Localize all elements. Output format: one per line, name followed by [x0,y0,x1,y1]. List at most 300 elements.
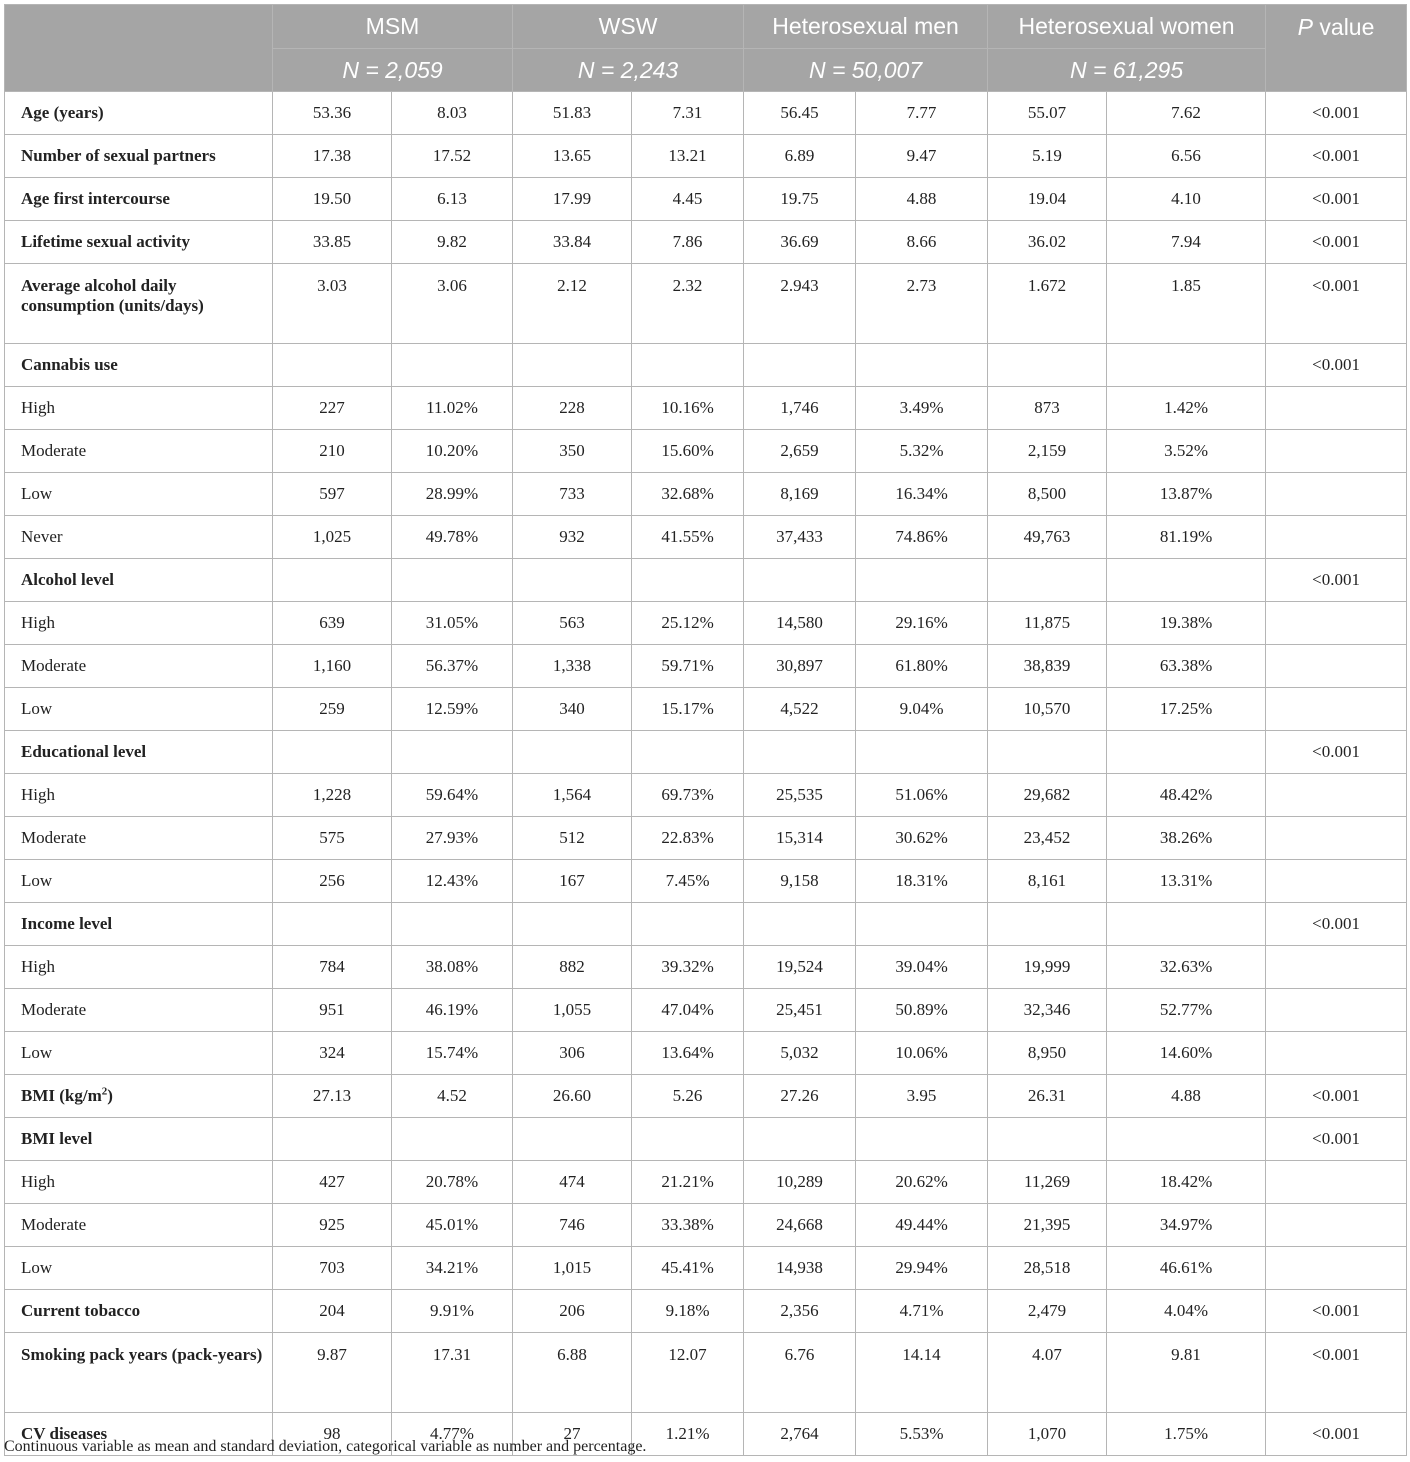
table-row [5,135,1407,178]
row-label: Low [5,1247,273,1290]
pvalue-cell [1266,516,1407,559]
table-cell: 10.20% [392,430,513,473]
table-cell: 10.16% [632,387,744,430]
table-cell: 1.21% [632,1413,744,1456]
table-cell: 10,570 [988,688,1107,731]
table-cell: 5.19 [988,135,1107,178]
table-cell: 7.77 [856,92,988,135]
table-cell: 14,938 [744,1247,856,1290]
table-cell: 12.07 [632,1333,744,1413]
table-cell: 2,479 [988,1290,1107,1333]
table-row [5,473,1407,516]
table-cell: 21,395 [988,1204,1107,1247]
table-cell: 81.19% [1107,516,1266,559]
table-cell: 63.38% [1107,645,1266,688]
table-cell: 56.45 [744,92,856,135]
pvalue-cell: <0.001 [1266,1333,1407,1413]
table-cell: 30,897 [744,645,856,688]
table-cell [392,1118,513,1161]
table-cell: 8.03 [392,92,513,135]
table-cell: 32.63% [1107,946,1266,989]
table-cell: 306 [513,1032,632,1075]
table-cell: 12.59% [392,688,513,731]
row-label: Moderate [5,817,273,860]
table-cell: 6.88 [513,1333,632,1413]
table-cell: 32.68% [632,473,744,516]
table-cell: 53.36 [273,92,392,135]
characteristics-table [4,4,1407,1456]
header-group-heterosexual-men: Heterosexual men [744,5,988,49]
table-cell: 2,764 [744,1413,856,1456]
table-cell [1107,903,1266,946]
table-cell: 227 [273,387,392,430]
table-row [5,1032,1407,1075]
table-cell: 873 [988,387,1107,430]
row-label: CV diseases [5,1413,273,1456]
table-cell: 51.06% [856,774,988,817]
table-cell [632,559,744,602]
table-cell: 48.42% [1107,774,1266,817]
table-cell: 733 [513,473,632,516]
header-n-heterosexual-women: N = 61,295 [988,49,1266,92]
row-label: Educational level [5,731,273,774]
table-cell: 1,025 [273,516,392,559]
pvalue-cell [1266,387,1407,430]
table-cell: 15.17% [632,688,744,731]
table-cell: 49.78% [392,516,513,559]
pvalue-cell [1266,430,1407,473]
table-cell: 29,682 [988,774,1107,817]
table-cell [632,903,744,946]
table-cell: 7.31 [632,92,744,135]
table-cell: 50.89% [856,989,988,1032]
table-cell: 25.12% [632,602,744,645]
table-cell: 4.07 [988,1333,1107,1413]
table-row [5,731,1407,774]
table-footnote: Continuous variable as mean and standard deviation, categorical variable as number and percentage. [4,1438,647,1455]
table-cell [988,559,1107,602]
table-row [5,221,1407,264]
table-row [5,92,1407,135]
row-label: Alcohol level [5,559,273,602]
table-cell: 9.81 [1107,1333,1266,1413]
row-label: Age first intercourse [5,178,273,221]
row-label: Lifetime sexual activity [5,221,273,264]
pvalue-cell: <0.001 [1266,264,1407,344]
table-cell: 56.37% [392,645,513,688]
row-label: High [5,1161,273,1204]
table-row [5,817,1407,860]
table-cell: 25,451 [744,989,856,1032]
header-pvalue: P value [1266,5,1407,92]
table-cell: 9.47 [856,135,988,178]
row-label: Low [5,688,273,731]
table-cell: 4,522 [744,688,856,731]
table-cell: 41.55% [632,516,744,559]
pvalue-cell [1266,817,1407,860]
table-cell: 324 [273,1032,392,1075]
pvalue-cell: <0.001 [1266,92,1407,135]
table-row [5,1247,1407,1290]
table-cell: 11,269 [988,1161,1107,1204]
table-cell: 1,055 [513,989,632,1032]
pvalue-cell: <0.001 [1266,1413,1407,1456]
table-cell: 1,338 [513,645,632,688]
table-cell: 55.07 [988,92,1107,135]
row-label: Low [5,1032,273,1075]
table-cell: 36.02 [988,221,1107,264]
table-cell: 1,015 [513,1247,632,1290]
table-cell: 13.64% [632,1032,744,1075]
table-cell: 29.94% [856,1247,988,1290]
table-cell [1107,731,1266,774]
table-cell: 6.89 [744,135,856,178]
table-cell [513,731,632,774]
table-cell [744,344,856,387]
pvalue-cell [1266,774,1407,817]
table-cell: 1.85 [1107,264,1266,344]
table-cell: 11.02% [392,387,513,430]
table-cell [744,903,856,946]
table-cell: 7.86 [632,221,744,264]
table-cell [744,559,856,602]
table-cell: 4.71% [856,1290,988,1333]
table-cell: 17.38 [273,135,392,178]
table-cell: 49.44% [856,1204,988,1247]
row-label: Moderate [5,430,273,473]
table-cell: 6.76 [744,1333,856,1413]
table-cell: 20.78% [392,1161,513,1204]
pvalue-cell [1266,688,1407,731]
table-cell: 3.03 [273,264,392,344]
row-label: Low [5,860,273,903]
table-cell: 6.56 [1107,135,1266,178]
table-cell: 1,228 [273,774,392,817]
table-cell: 882 [513,946,632,989]
table-cell: 9,158 [744,860,856,903]
row-label: BMI level [5,1118,273,1161]
table-cell: 33.84 [513,221,632,264]
table-cell [632,731,744,774]
table-cell: 46.61% [1107,1247,1266,1290]
table-cell: 15.74% [392,1032,513,1075]
table-cell: 27.13 [273,1075,392,1118]
table-cell: 4.52 [392,1075,513,1118]
table-cell: 13.21 [632,135,744,178]
table-cell: 228 [513,387,632,430]
table-cell: 8,169 [744,473,856,516]
table-cell: 34.97% [1107,1204,1266,1247]
table-cell: 746 [513,1204,632,1247]
table-cell: 3.95 [856,1075,988,1118]
table-cell [273,903,392,946]
table-row [5,989,1407,1032]
header-blank-cell [5,5,273,92]
table-cell [513,1118,632,1161]
table-cell: 2.73 [856,264,988,344]
pvalue-cell [1266,602,1407,645]
table-cell: 36.69 [744,221,856,264]
table-cell: 9.87 [273,1333,392,1413]
table-cell: 21.21% [632,1161,744,1204]
table-cell: 19.04 [988,178,1107,221]
pvalue-cell: <0.001 [1266,1075,1407,1118]
pvalue-cell: <0.001 [1266,903,1407,946]
table-cell: 4.45 [632,178,744,221]
pvalue-cell: <0.001 [1266,1290,1407,1333]
row-label: High [5,774,273,817]
table-cell: 29.16% [856,602,988,645]
table-cell: 9.82 [392,221,513,264]
header-group-heterosexual-women: Heterosexual women [988,5,1266,49]
table-cell: 6.13 [392,178,513,221]
table-cell: 19.38% [1107,602,1266,645]
table-cell: 46.19% [392,989,513,1032]
table-row [5,1161,1407,1204]
table-cell [744,731,856,774]
pvalue-cell: <0.001 [1266,344,1407,387]
table-cell: 784 [273,946,392,989]
table-cell: 47.04% [632,989,744,1032]
table-cell [1107,1118,1266,1161]
table-cell [392,559,513,602]
table-cell: 4.10 [1107,178,1266,221]
table-cell: 32,346 [988,989,1107,1032]
table-cell: 932 [513,516,632,559]
table-cell [392,344,513,387]
table-row [5,903,1407,946]
table-cell: 597 [273,473,392,516]
row-label: Moderate [5,645,273,688]
pvalue-cell: <0.001 [1266,178,1407,221]
table-cell: 8,950 [988,1032,1107,1075]
table-row [5,344,1407,387]
table-cell: 33.38% [632,1204,744,1247]
table-cell: 8,500 [988,473,1107,516]
row-label: Smoking pack years (pack-years) [5,1333,273,1413]
table-cell: 39.32% [632,946,744,989]
table-cell: 11,875 [988,602,1107,645]
table-cell: 59.64% [392,774,513,817]
table-cell: 1.42% [1107,387,1266,430]
row-label: High [5,602,273,645]
row-label: Age (years) [5,92,273,135]
row-label: High [5,387,273,430]
table-cell: 925 [273,1204,392,1247]
table-cell [856,559,988,602]
table-cell: 27.93% [392,817,513,860]
table-cell: 28,518 [988,1247,1107,1290]
table-cell: 51.83 [513,92,632,135]
table-cell: 5,032 [744,1032,856,1075]
table-cell: 52.77% [1107,989,1266,1032]
table-cell: 1,564 [513,774,632,817]
row-label: BMI $(kg/m^2)$ [5,1075,273,1118]
pvalue-cell [1266,1032,1407,1075]
pvalue-cell [1266,645,1407,688]
table-row [5,1075,1407,1118]
table-cell: 19,999 [988,946,1107,989]
table-cell: 256 [273,860,392,903]
table-row [5,1333,1407,1413]
table-cell [744,1118,856,1161]
table-cell: 5.53% [856,1413,988,1456]
table-cell: 4.88 [856,178,988,221]
table-cell: 13.87% [1107,473,1266,516]
pvalue-cell [1266,946,1407,989]
row-label: Current tobacco [5,1290,273,1333]
table-cell [392,731,513,774]
table-cell: 204 [273,1290,392,1333]
table-cell: 4.88 [1107,1075,1266,1118]
table-body [5,92,1407,1456]
row-label: Low [5,473,273,516]
table-row [5,1204,1407,1247]
pvalue-cell: <0.001 [1266,731,1407,774]
row-label: Cannabis use [5,344,273,387]
table-cell [273,731,392,774]
table-cell: 34.21% [392,1247,513,1290]
table-cell: 39.04% [856,946,988,989]
table-cell: 59.71% [632,645,744,688]
table-cell: 2.12 [513,264,632,344]
table-cell: 19.50 [273,178,392,221]
table-cell: 14.60% [1107,1032,1266,1075]
table-cell: 639 [273,602,392,645]
table-cell: 28.99% [392,473,513,516]
table-cell: 19,524 [744,946,856,989]
table-cell: 38.08% [392,946,513,989]
table-cell: 26.31 [988,1075,1107,1118]
table-cell: 17.52 [392,135,513,178]
table-cell: 23,452 [988,817,1107,860]
pvalue-cell [1266,860,1407,903]
table-cell: 259 [273,688,392,731]
table-row [5,264,1407,344]
table-cell: 8,161 [988,860,1107,903]
pvalue-cell: <0.001 [1266,135,1407,178]
header-n-msm: N = 2,059 [273,49,513,92]
table-cell: 13.31% [1107,860,1266,903]
table-cell: 49,763 [988,516,1107,559]
table-cell: 12.43% [392,860,513,903]
table-cell: 951 [273,989,392,1032]
row-label: Average alcohol daily consumption (units/days) [5,264,273,344]
table-cell: 210 [273,430,392,473]
table-cell: 575 [273,817,392,860]
row-label: Income level [5,903,273,946]
row-label: Number of sexual partners [5,135,273,178]
table-cell: 2.943 [744,264,856,344]
table-cell: 1,160 [273,645,392,688]
pvalue-cell [1266,1204,1407,1247]
table-cell: 340 [513,688,632,731]
table-cell [513,559,632,602]
table-cell: 98 [273,1413,392,1456]
table-cell: 3.52% [1107,430,1266,473]
table-cell: 22.83% [632,817,744,860]
pvalue-cell [1266,989,1407,1032]
table-cell: 37,433 [744,516,856,559]
table-cell: 45.01% [392,1204,513,1247]
table-cell: 4.04% [1107,1290,1266,1333]
table-cell: 14.14 [856,1333,988,1413]
table-cell: 25,535 [744,774,856,817]
table-cell: 7.94 [1107,221,1266,264]
table-cell: 2,159 [988,430,1107,473]
table-cell: 15,314 [744,817,856,860]
table-cell [988,1118,1107,1161]
header-n-wsw: N = 2,243 [513,49,744,92]
table-cell: 19.75 [744,178,856,221]
table-cell: 17.25% [1107,688,1266,731]
table-cell: 563 [513,602,632,645]
table-cell: 74.86% [856,516,988,559]
table-cell: 20.62% [856,1161,988,1204]
table-cell: 1.75% [1107,1413,1266,1456]
table-cell: 26.60 [513,1075,632,1118]
table-row [5,516,1407,559]
table-row [5,1290,1407,1333]
table-cell: 31.05% [392,602,513,645]
table-row [5,387,1407,430]
table-cell [988,903,1107,946]
table-cell [513,903,632,946]
row-label: High [5,946,273,989]
table-cell: 10,289 [744,1161,856,1204]
table-cell: 1.672 [988,264,1107,344]
table-row [5,860,1407,903]
table-cell [1107,344,1266,387]
table-row [5,559,1407,602]
table-cell: 17.31 [392,1333,513,1413]
table-cell: 17.99 [513,178,632,221]
table-cell: 8.66 [856,221,988,264]
header-group-msm: MSM [273,5,513,49]
table-row [5,178,1407,221]
table-cell: 30.62% [856,817,988,860]
table-cell: 427 [273,1161,392,1204]
header-group-wsw: WSW [513,5,744,49]
pvalue-cell: <0.001 [1266,559,1407,602]
table-cell: 16.34% [856,473,988,516]
table-cell: 9.04% [856,688,988,731]
table-cell: 27 [513,1413,632,1456]
pvalue-cell: <0.001 [1266,1118,1407,1161]
table-cell: 9.18% [632,1290,744,1333]
table-row [5,688,1407,731]
table-cell: 7.62 [1107,92,1266,135]
table-cell [856,1118,988,1161]
table-cell [856,903,988,946]
table-cell: 69.73% [632,774,744,817]
table-cell: 5.32% [856,430,988,473]
table-cell: 167 [513,860,632,903]
table-cell [273,344,392,387]
table-cell: 512 [513,817,632,860]
table-header [5,5,1407,92]
table-cell: 474 [513,1161,632,1204]
table-cell [856,344,988,387]
table-cell: 206 [513,1290,632,1333]
table-cell [632,1118,744,1161]
table-cell: 9.91% [392,1290,513,1333]
table-row [5,645,1407,688]
row-label: Never [5,516,273,559]
table-cell: 27.26 [744,1075,856,1118]
table-cell: 14,580 [744,602,856,645]
table-cell: 2,356 [744,1290,856,1333]
